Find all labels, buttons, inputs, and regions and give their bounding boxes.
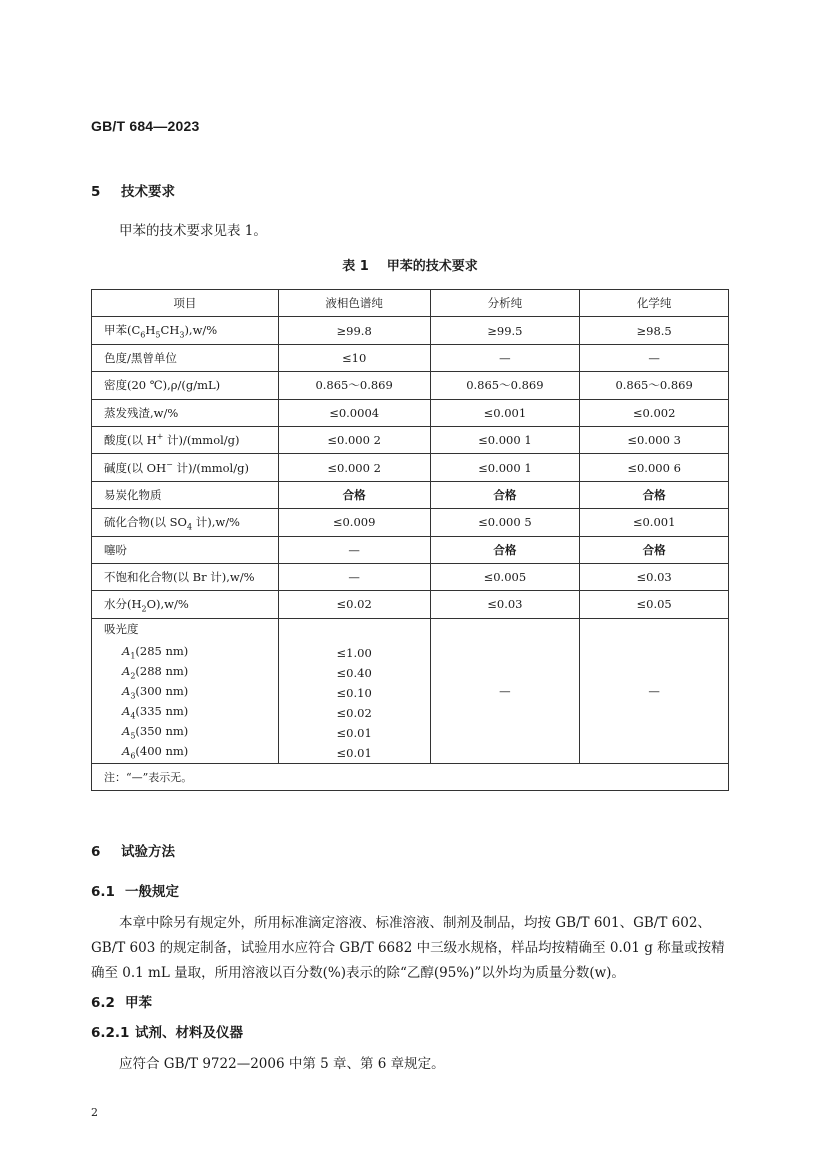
item-label: 噻吩 <box>92 536 279 563</box>
table-row <box>92 454 729 481</box>
list-item: $A_6(400$ nm) <box>122 743 189 760</box>
value-cell: ≥98.5 <box>580 317 729 344</box>
table-row <box>92 563 729 590</box>
list-item: ≤0.01 <box>336 725 372 740</box>
section-number: 5 <box>91 184 101 200</box>
table-caption-title: 甲苯的技术要求 <box>386 259 478 274</box>
list-item: ≤0.40 <box>336 665 372 680</box>
section-6-heading <box>91 840 175 860</box>
item-label: 易炭化物质 <box>92 481 279 508</box>
value-cell: ≥99.5 <box>430 317 580 344</box>
spec-table <box>91 289 729 791</box>
item-label: 碱度(以 OH− 计)/(mmol/g) <box>92 454 279 481</box>
page-number: 2 <box>91 1106 98 1119</box>
section-title: 甲苯 <box>125 995 152 1011</box>
value-cell: 合格 <box>430 536 580 563</box>
value-cell: ≤0.000 6 <box>580 454 729 481</box>
absorbance-label: 吸光度 <box>104 621 139 636</box>
section-number: 6.2 <box>91 995 115 1011</box>
paragraph-line: GB/T 603 的规定制备，试验用水应符合 GB/T 6682 中三级水规格，样品均按精确至 0.01 g 称量或按精 <box>91 940 725 956</box>
section-title: 技术要求 <box>121 184 175 200</box>
absorbance-row <box>92 618 729 763</box>
value-cell: 合格 <box>580 481 729 508</box>
item-label: 酸度(以 H+ 计)/(mmol/g) <box>92 426 279 453</box>
table-row <box>92 481 729 508</box>
section-6-2-heading <box>91 991 152 1011</box>
list-item: ≤0.01 <box>336 745 372 760</box>
section-5-intro: 甲苯的技术要求见表 1。 <box>119 223 267 239</box>
section-title: 试验方法 <box>121 844 175 860</box>
section-number: 6.2.1 <box>91 1025 130 1041</box>
value-cell: 0.865～0.869 <box>580 372 729 399</box>
standard-number: GB/T 684—2023 <box>91 118 200 134</box>
item-label: 硫化合物(以 $SO_4$ 计),w/% <box>92 509 279 536</box>
table-note: 注：“—”表示无。 <box>92 763 729 790</box>
table-caption <box>91 255 729 274</box>
item-label: 色度/黑曾单位 <box>92 344 279 371</box>
list-item: ≤1.00 <box>336 645 372 660</box>
table-caption-number: 表 1 <box>342 259 369 274</box>
list-item: $A_3(300$ nm) <box>122 683 189 700</box>
value-cell: ≤0.000 5 <box>430 509 580 536</box>
value-cell: — <box>430 344 580 371</box>
section-number: 6 <box>91 844 101 860</box>
list-item: $A_2(288$ nm) <box>122 663 189 680</box>
section-number: 6.1 <box>91 884 115 900</box>
item-label: 水分$(H_2O),w/\%$ <box>92 591 279 618</box>
table-header-row <box>92 290 729 317</box>
table-row <box>92 399 729 426</box>
table-note-row <box>92 763 729 790</box>
table-row <box>92 344 729 371</box>
paragraph-line: 确至 0.1 mL 量取，所用溶液以百分数(%)表示的除“乙醇(95%)”以外均为质量分数(w)。 <box>91 965 625 981</box>
value-cell: ≤0.001 <box>430 399 580 426</box>
section-6-1-heading <box>91 880 179 900</box>
section-title: 试剂、材料及仪器 <box>135 1025 243 1041</box>
value-cell: ≤0.000 3 <box>580 426 729 453</box>
value-cell: ≤0.000 2 <box>278 426 430 453</box>
value-cell: ≤0.02 <box>278 591 430 618</box>
list-item: $A_4(335$ nm) <box>122 703 189 720</box>
value-cell: ≤10 <box>278 344 430 371</box>
absorbance-label-cell <box>92 618 279 763</box>
value-cell: — <box>580 344 729 371</box>
paragraph-line: 本章中除另有规定外，所用标准滴定溶液、标准溶液、制剂及制品，均按 GB/T 601、GB/T 602、 <box>119 915 711 931</box>
section-title: 一般规定 <box>125 884 179 900</box>
item-label: 不饱和化合物(以 Br 计),w/% <box>92 563 279 590</box>
paragraph-line: 应符合 GB/T 9722—2006 中第 5 章、第 6 章规定。 <box>119 1056 445 1072</box>
section-5-heading <box>91 180 175 200</box>
table-row <box>92 536 729 563</box>
table-row <box>92 591 729 618</box>
value-cell: ≥99.8 <box>278 317 430 344</box>
item-label: 蒸发残渣,w/% <box>92 399 279 426</box>
list-item: $A_5(350$ nm) <box>122 723 189 740</box>
table-row <box>92 426 729 453</box>
column-header: 液相色谱纯 <box>278 290 430 317</box>
absorbance-values-cell <box>278 618 430 763</box>
value-cell: 合格 <box>580 536 729 563</box>
column-header: 化学纯 <box>580 290 729 317</box>
value-cell: ≤0.000 1 <box>430 426 580 453</box>
value-cell: ≤0.002 <box>580 399 729 426</box>
item-label: 甲苯$(C_6H_5CH_3),w/\%$ <box>92 317 279 344</box>
value-cell: — <box>580 618 729 763</box>
value-cell: 合格 <box>278 481 430 508</box>
value-cell: ≤0.000 1 <box>430 454 580 481</box>
value-cell: — <box>430 618 580 763</box>
table-row <box>92 372 729 399</box>
item-label: 密度(20 ℃),ρ/(g/mL) <box>92 372 279 399</box>
list-item: $A_1(285$ nm) <box>122 643 189 660</box>
value-cell: ≤0.03 <box>430 591 580 618</box>
value-cell: — <box>278 563 430 590</box>
value-cell: 0.865～0.869 <box>278 372 430 399</box>
value-cell: ≤0.009 <box>278 509 430 536</box>
table-row <box>92 317 729 344</box>
value-cell: ≤0.001 <box>580 509 729 536</box>
value-cell: ≤0.0004 <box>278 399 430 426</box>
value-cell: 合格 <box>430 481 580 508</box>
value-cell: 0.865～0.869 <box>430 372 580 399</box>
value-cell: ≤0.03 <box>580 563 729 590</box>
column-header: 项目 <box>92 290 279 317</box>
list-item: ≤0.02 <box>336 705 372 720</box>
value-cell: ≤0.005 <box>430 563 580 590</box>
list-item: ≤0.10 <box>336 685 372 700</box>
value-cell: ≤0.05 <box>580 591 729 618</box>
table-row <box>92 509 729 536</box>
value-cell: — <box>278 536 430 563</box>
column-header: 分析纯 <box>430 290 580 317</box>
absorbance-sub-list <box>104 641 266 761</box>
section-6-2-1-heading <box>91 1021 243 1041</box>
value-cell: ≤0.000 2 <box>278 454 430 481</box>
